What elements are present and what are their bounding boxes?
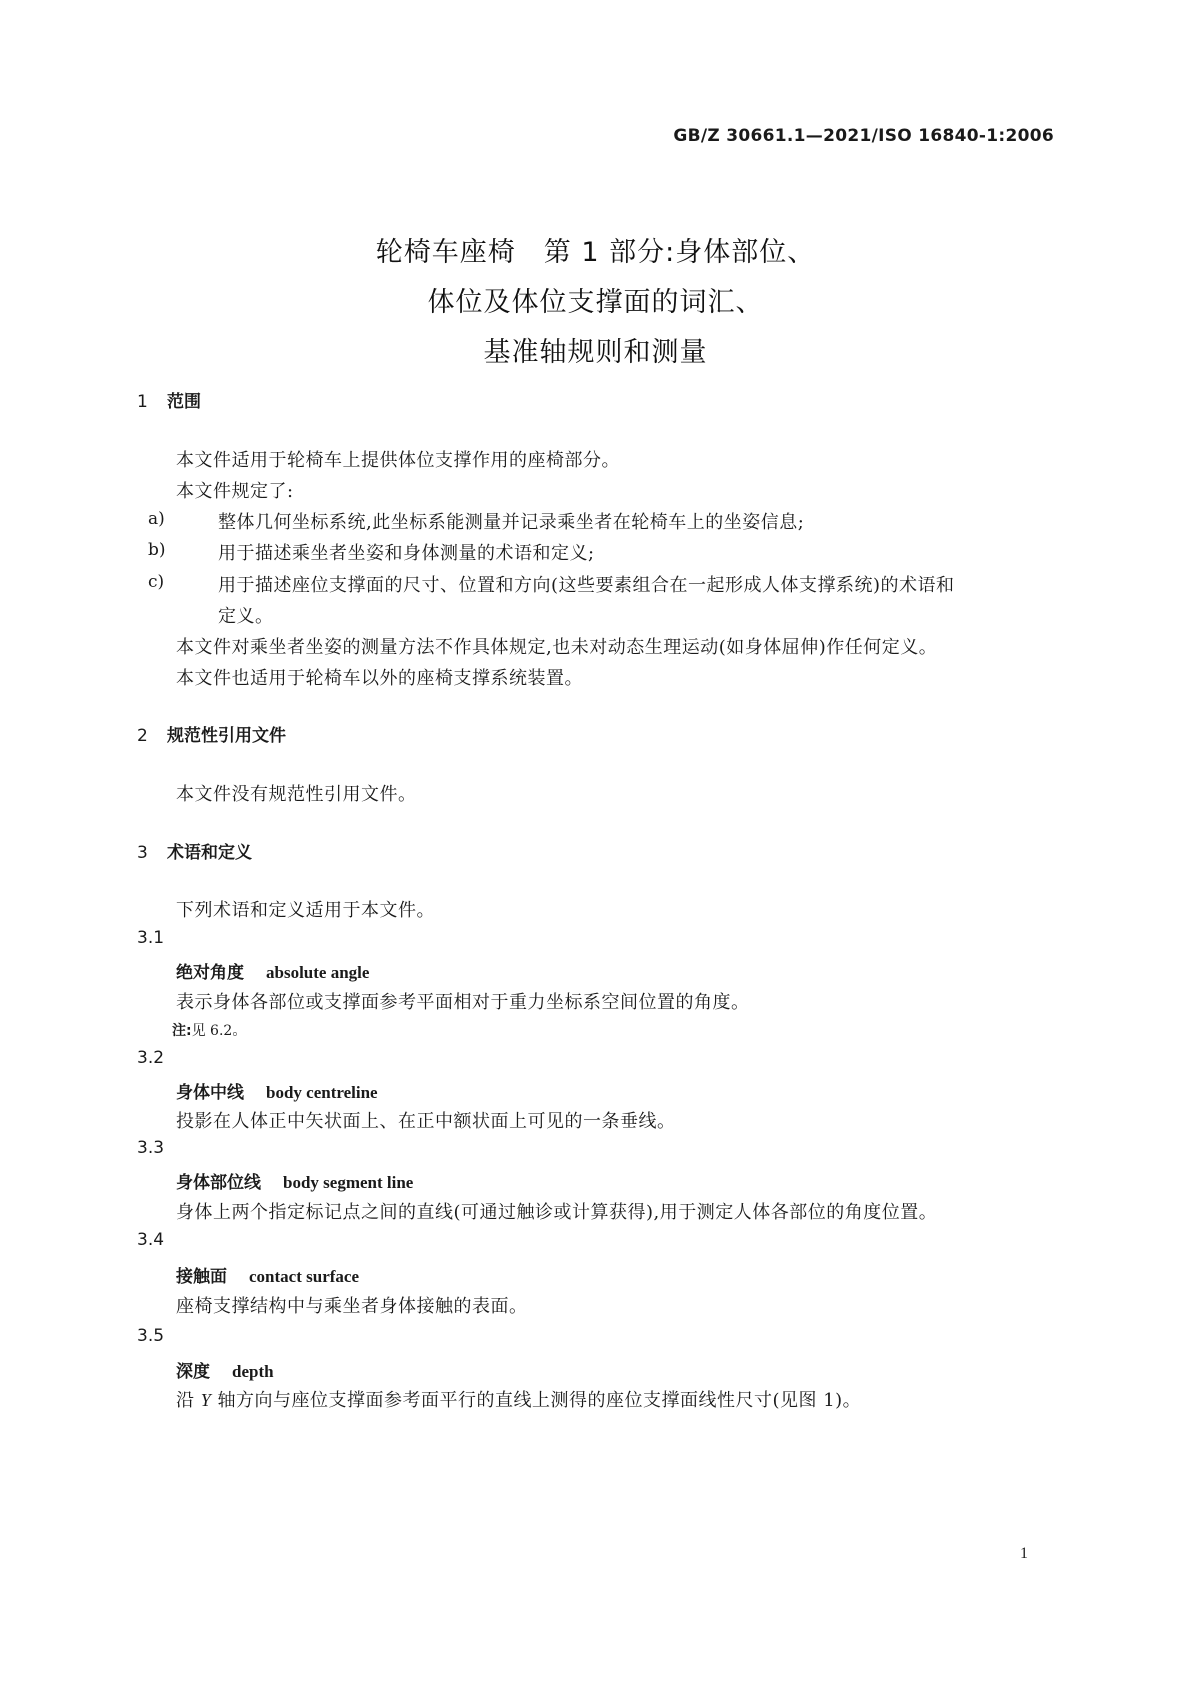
references-paragraph: 本文件没有规范性引用文件。	[176, 784, 417, 805]
terms-intro: 下列术语和定义适用于本文件。	[176, 900, 435, 921]
section-number: 3	[137, 843, 148, 863]
list-item-marker: c)	[148, 572, 165, 592]
list-item-text-continued: 定义。	[218, 606, 274, 627]
scope-paragraph-4: 本文件也适用于轮椅车以外的座椅支撑系统装置。	[176, 668, 583, 689]
term-en: body segment line	[283, 1173, 414, 1192]
term-heading	[176, 1357, 274, 1382]
term-zh: 深度	[176, 1362, 210, 1382]
section-heading-normative-references	[137, 721, 286, 746]
title-line-3: 基准轴规则和测量	[483, 337, 708, 368]
term-definition: 身体上两个指定标记点之间的直线(可通过触诊或计算获得),用于测定人体各部位的角度位置。	[176, 1202, 938, 1223]
list-item-text: 整体几何坐标系统,此坐标系能测量并记录乘坐者在轮椅车上的坐姿信息;	[218, 512, 805, 533]
term-zh: 身体中线	[176, 1083, 244, 1103]
list-item-marker: a)	[148, 509, 165, 529]
page-number: 1	[1020, 1545, 1028, 1562]
term-number: 3.4	[137, 1230, 165, 1250]
term-heading	[176, 1078, 378, 1103]
term-definition: 座椅支撑结构中与乘坐者身体接触的表面。	[176, 1296, 528, 1317]
term-number: 3.5	[137, 1326, 165, 1346]
term-en: body centreline	[266, 1083, 378, 1102]
section-heading-terms	[137, 838, 252, 863]
note-label: 注:	[172, 1023, 192, 1039]
list-item-text: 用于描述乘坐者坐姿和身体测量的术语和定义;	[218, 543, 595, 564]
list-item-marker: b)	[148, 540, 166, 560]
scope-paragraph-1: 本文件适用于轮椅车上提供体位支撑作用的座椅部分。	[176, 450, 620, 471]
term-en: depth	[232, 1362, 274, 1381]
term-definition: 表示身体各部位或支撑面参考平面相对于重力坐标系空间位置的角度。	[176, 992, 750, 1013]
title-line-2: 体位及体位支撑面的词汇、	[427, 287, 764, 318]
term-number: 3.3	[137, 1138, 165, 1158]
definition-text: 沿	[176, 1390, 201, 1411]
term-definition	[176, 1386, 861, 1412]
section-title: 范围	[167, 392, 201, 412]
section-title: 术语和定义	[167, 843, 252, 863]
term-heading	[176, 958, 369, 983]
section-title: 规范性引用文件	[167, 726, 286, 746]
term-definition: 投影在人体正中矢状面上、在正中额状面上可见的一条垂线。	[176, 1111, 676, 1132]
term-note	[172, 1020, 246, 1040]
term-number: 3.1	[137, 928, 165, 948]
scope-paragraph-3: 本文件对乘坐者坐姿的测量方法不作具体规定,也未对动态生理运动(如身体屈伸)作任何定义。	[176, 637, 938, 658]
term-en: contact surface	[249, 1267, 359, 1286]
note-text: 见 6.2。	[191, 1023, 247, 1039]
section-number: 2	[137, 726, 148, 746]
term-zh: 接触面	[176, 1267, 227, 1287]
standard-code: GB/Z 30661.1—2021/ISO 16840-1:2006	[673, 126, 1054, 146]
term-heading	[176, 1168, 413, 1193]
scope-paragraph-2: 本文件规定了:	[176, 481, 294, 502]
term-number: 3.2	[137, 1048, 165, 1068]
section-number: 1	[137, 392, 148, 412]
list-item-text: 用于描述座位支撑面的尺寸、位置和方向(这些要素组合在一起形成人体支撑系统)的术语和	[218, 575, 955, 596]
axis-symbol: Y	[200, 1390, 212, 1410]
term-zh: 身体部位线	[176, 1173, 261, 1193]
document-title	[0, 228, 1191, 378]
title-line-1: 轮椅车座椅 第 1 部分:身体部位、	[375, 237, 816, 268]
definition-text: 轴方向与座位支撑面参考面平行的直线上测得的座位支撑面线性尺寸(见图 1)。	[211, 1390, 862, 1411]
term-heading	[176, 1262, 359, 1287]
section-heading-scope	[137, 387, 201, 412]
term-en: absolute angle	[266, 963, 370, 982]
term-zh: 绝对角度	[176, 963, 244, 983]
